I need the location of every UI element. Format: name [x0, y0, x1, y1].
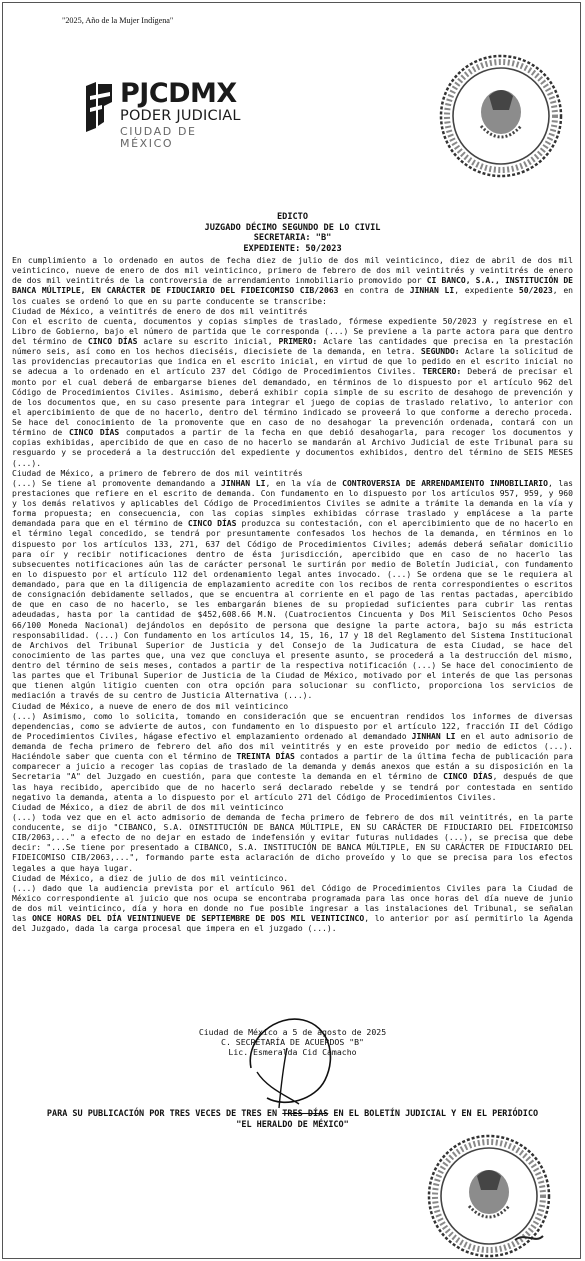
- intro-paragraph: En cumplimiento a lo ordenado en autos de fecha diez de julio de dos mil veinticinco, diez de abril de dos mil veinticinco, nueve de enero de dos mil veinticinco, primero de febrero de dos mil veintitrés y veintitrés de enero de dos mil veintitrés de la controversia de arrendamiento inmobiliario promovido por CI BANCO, S.A., INSTITUCIÓN DE BANCA MÚLTIPLE, EN CARÁCTER DE FIDUCIARIO DEL FIDEICOMISO CIB/2063 en contra de JINHAN LI, expediente 50/2023, en los cuales se ordenó lo que en su parte conducente se transcribe:: [12, 256, 574, 306]
- publication-notice: [14, 1109, 571, 1130]
- pjcdmx-logo: [82, 80, 242, 150]
- year-slogan: "2025, Año de la Mujer Indígena": [62, 16, 174, 25]
- handwritten-signature-icon: [237, 1008, 341, 1112]
- date-line: Ciudad de México, a diez de julio de dos mil veinticinco.: [12, 873, 289, 883]
- secretary-name: Lic. Esmeralda Cid Camacho: [228, 1047, 357, 1058]
- logo-institution: PODER JUDICIAL: [120, 108, 241, 124]
- logo-acronym: PJCDMX: [120, 78, 237, 109]
- date-line: Ciudad de México, a primero de febrero de dos mil veintitrés: [12, 468, 303, 478]
- edicto-title: EDICTO: [276, 212, 309, 222]
- date-line: Ciudad de México, a nueve de enero de dos mil veinticinco: [12, 701, 289, 711]
- official-seal-bottom-icon: [425, 1132, 553, 1260]
- order-paragraph: (...) toda vez que en el acto admisorio de demanda de fecha primero de febrero de dos mil veintitrés, en la parte conducente, se dijo "CIBANCO, S.A. OINSTITUCIÓN DE BANCA MÚLTIPLE, EN SU CARÁCTER DE FIDUCIARIO DEL FIDEICOMISO CIB/2063,..." a efecto de no dejar en estado de indefensión y evitar futuras nulidades (...), se precisa que debe decir: "...Se tiene por presentado a CIBANCO, S.A. INSTITUCIÓN DE BANCA MÚLTIPLE, EN SU CARÁCTER DE FIDUCIARIO DEL FIDEICOMISO CIB/2063,...", formando parte esta aclaración de dicho proveído y lo que se precisa para los efectos legales a que haya lugar.: [12, 812, 573, 873]
- struck-text: TRES DÍAS: [282, 1109, 329, 1119]
- date-line: Ciudad de México, a diez de abril de dos mil veinticinco: [12, 802, 284, 812]
- order-paragraph: (...) dado que la audiencia prevista por el artículo 961 del Código de Procedimientos Civiles para la Ciudad de México correspondiente al juicio que nos ocupa se encontraba programada para las once horas del día nueve de junio de dos mil veinticinco, día y hora en donde no fue posible ingresar a las instalaciones del Tribunal, se señalan las ONCE HORAS DEL DÍA VEINTINUEVE DE SEPTIEMBRE DE DOS MIL VEINTICINCO, lo anterior por así permitirlo la Agenda del Juzgado, dada la carga procesal que impera en el juzgado (...).: [12, 883, 573, 934]
- logo-city: CIUDAD DE MÉXICO: [120, 125, 197, 150]
- pjcdmx-emblem-icon: [82, 82, 116, 132]
- publication-line-1: PARA SU PUBLICACIÓN POR TRES VECES DE TRES EN TRES DÍAS EN EL BOLETÍN JUDICIAL Y EN EL PERIÓDICO: [46, 1109, 539, 1119]
- edict-body: [12, 256, 573, 934]
- expediente-number: EXPEDIENTE: 50/2023: [243, 243, 342, 254]
- official-seal-top-icon: [437, 52, 565, 180]
- order-paragraph: (...) Asimismo, como lo solicita, tomando en consideración que se encuentran rendidos los informes de diversas dependencias, como se advierte de autos, con fundamento en lo dispuesto por el artículo 122, fracción II del Código de Procedimientos Civiles, hágase efectivo el emplazamiento ordenado al demandado JINHAN LI en el auto admisorio de demanda de fecha primero de febrero del año dos mil veintitrés y en este proveido por medio de edictos (...). Haciéndole saber que cuenta con el término de TREINTA DÍAS contados a partir de la última fecha de publicación para comparecer a juicio a recoger las copias de traslado de la demanda y demás anexos que están a su disposición en la Secretaria "A" del Juzgado en cuestión, para que conteste la demanda en el término de CINCO DÍAS, después de que las haya recibido, apercibido que de no hacerlo será declarado rebelde y se tendrá por contestada en sentido negativo la demanda, atenta a lo dispuesto por el artículo 271 del Código de Procedimientos Civiles.: [12, 711, 574, 802]
- order-paragraph: Con el escrito de cuenta, documentos y copias simples de traslado, fórmese expediente 50/2023 y regístrese en el Libro de Gobierno, bajo el número de partida que le corresponda (...) Se previene a la parte actora para que dentro del término de CINCO DÍAS aclare su escrito inicial, PRIMERO: Aclare las cantidades que precisa en la prestación número seis, así como en los hechos dieciséis, diecisiete de la demanda, en letra. SEGUNDO: Aclare la solicitud de las providencias precautorias que indica en el escrito inicial, en virtud de que lo pedido en el escrito inicial no se adecua a lo ordenado en el artículo 237 del Código de Procedimientos Civiles. TERCERO: Deberá de precisar el monto por el cual deberá de embargarse bienes del demandado, en términos de lo dispuesto por el artículo 962 del Código de Procedimientos Civiles. Asimismo, deberá exhibir copia simple de su escrito de desahogo de prevención y de los documentos que, en su caso presente para integrar el juego de copias de traslado relativo, lo anterior con el apercibimiento de que de no hacerlo, dentro del término indicado se proveerá lo que conforme a derecho proceda. Se hace del conocimiento de la promovente que en caso de no desahogar la prevención ordenada, contará con un término de CINCO DÍAS computados a partir de la fecha en que debió desahogarla, para recoger los documentos y copias exhibidas, apercibido de que en caso de no hacerlo se mandarán al Archivo Judicial de este Tribunal para su resguardo y se procederá a la destrucción del expediente y documentos exhibidos, dentro del término de SEIS MESES (...).: [12, 316, 574, 468]
- date-line: Ciudad de México, a veintitrés de enero de dos mil veintitrés: [12, 306, 308, 316]
- order-paragraph: (...) Se tiene al promovente demandando a JINHAN LI, en la vía de CONTROVERSIA DE ARRENDAMIENTO INMOBILIARIO, las prestaciones que refiere en el escrito de demanda. Con fundamento en lo dispuesto por los artículos 957, 959, y 960 y los demás relativos y aplicables del Código de Procedimientos Civiles se admite a trámite la demanda en la vía y forma propuesta; en consecuencia, con las copias simples exhibidas córrase traslado y emplácese a la parte demandada para que en el término de CINCO DÍAS produzca su contestación, con el apercibimiento que de no hacerlo en el término legal concedido, se tendrá por presuntamente confesados los hechos de la demanda, en términos en lo dispuesto por los artículos 133, 271, 637 del Código de Procedimientos Civiles; además deberá señalar domicilio para oír y recibir notificaciones dentro de ésta jurisdicción, apercibido que en caso de no hacerlo las subsecuentes notificaciones aún las de carácter personal le surtirán por medio de Boletín Judicial, con fundamento en lo dispuesto por el artículo 112 del ordenamiento legal antes invocado. (...) Se ordena que se le requiera al demandado, para que en la diligencia de emplazamiento acredite con los recibos de renta correspondientes o escritos de consignación debidamente sellados, que se encuentra al corriente en el pago de las rentas pactadas, apercibido de que en caso de no hacerlo, se les embargarán bienes de su propiedad suficientes para cubrir las rentas adeudadas, hasta por la cantidad de $452,608.66 M.N. (Cuatrocientos Cincuenta y Dos Mil Seiscientos Ocho Pesos 66/100 Moneda Nacional) dejándolos en depósito de persona que designe la parte actora, bajo su más estricta responsabilidad. (...) Con fundamento en los artículos 14, 15, 16, 17 y 18 del Reglamento del Sistema Institucional de Archivos del Tribunal Superior de Justicia y del Consejo de la Judicatura de esta Ciudad, se hace del conocimiento de las partes que, una vez que concluya el presente asunto, se procederá a la destrucción del mismo, dentro del término de seis meses, contados a partir de la respectiva notificación (...) Se hace del conocimiento de las partes que el Tribunal Superior de Justicia de la Ciudad de México, motivado por el interés de que las personas que tienen algún litigio cuenten con otra opción para solucionar su conflicto, proporciona los servicios de mediación a través de su centro de Justicia Alternativa (...).: [12, 478, 574, 701]
- publication-newspaper: "EL HERALDO DE MÉXICO": [236, 1119, 349, 1130]
- document-header: [0, 212, 585, 254]
- secretary-title: C. SECRETARÍA DE ACUERDOS "B": [221, 1037, 364, 1048]
- place-and-date: Ciudad de México a 5 de agosto de 2025: [198, 1027, 387, 1037]
- court-name: JUZGADO DÉCIMO SEGUNDO DE LO CIVIL: [204, 222, 381, 233]
- signature-block: [0, 1027, 585, 1057]
- secretaria-label: SECRETARIA: "B": [253, 233, 332, 243]
